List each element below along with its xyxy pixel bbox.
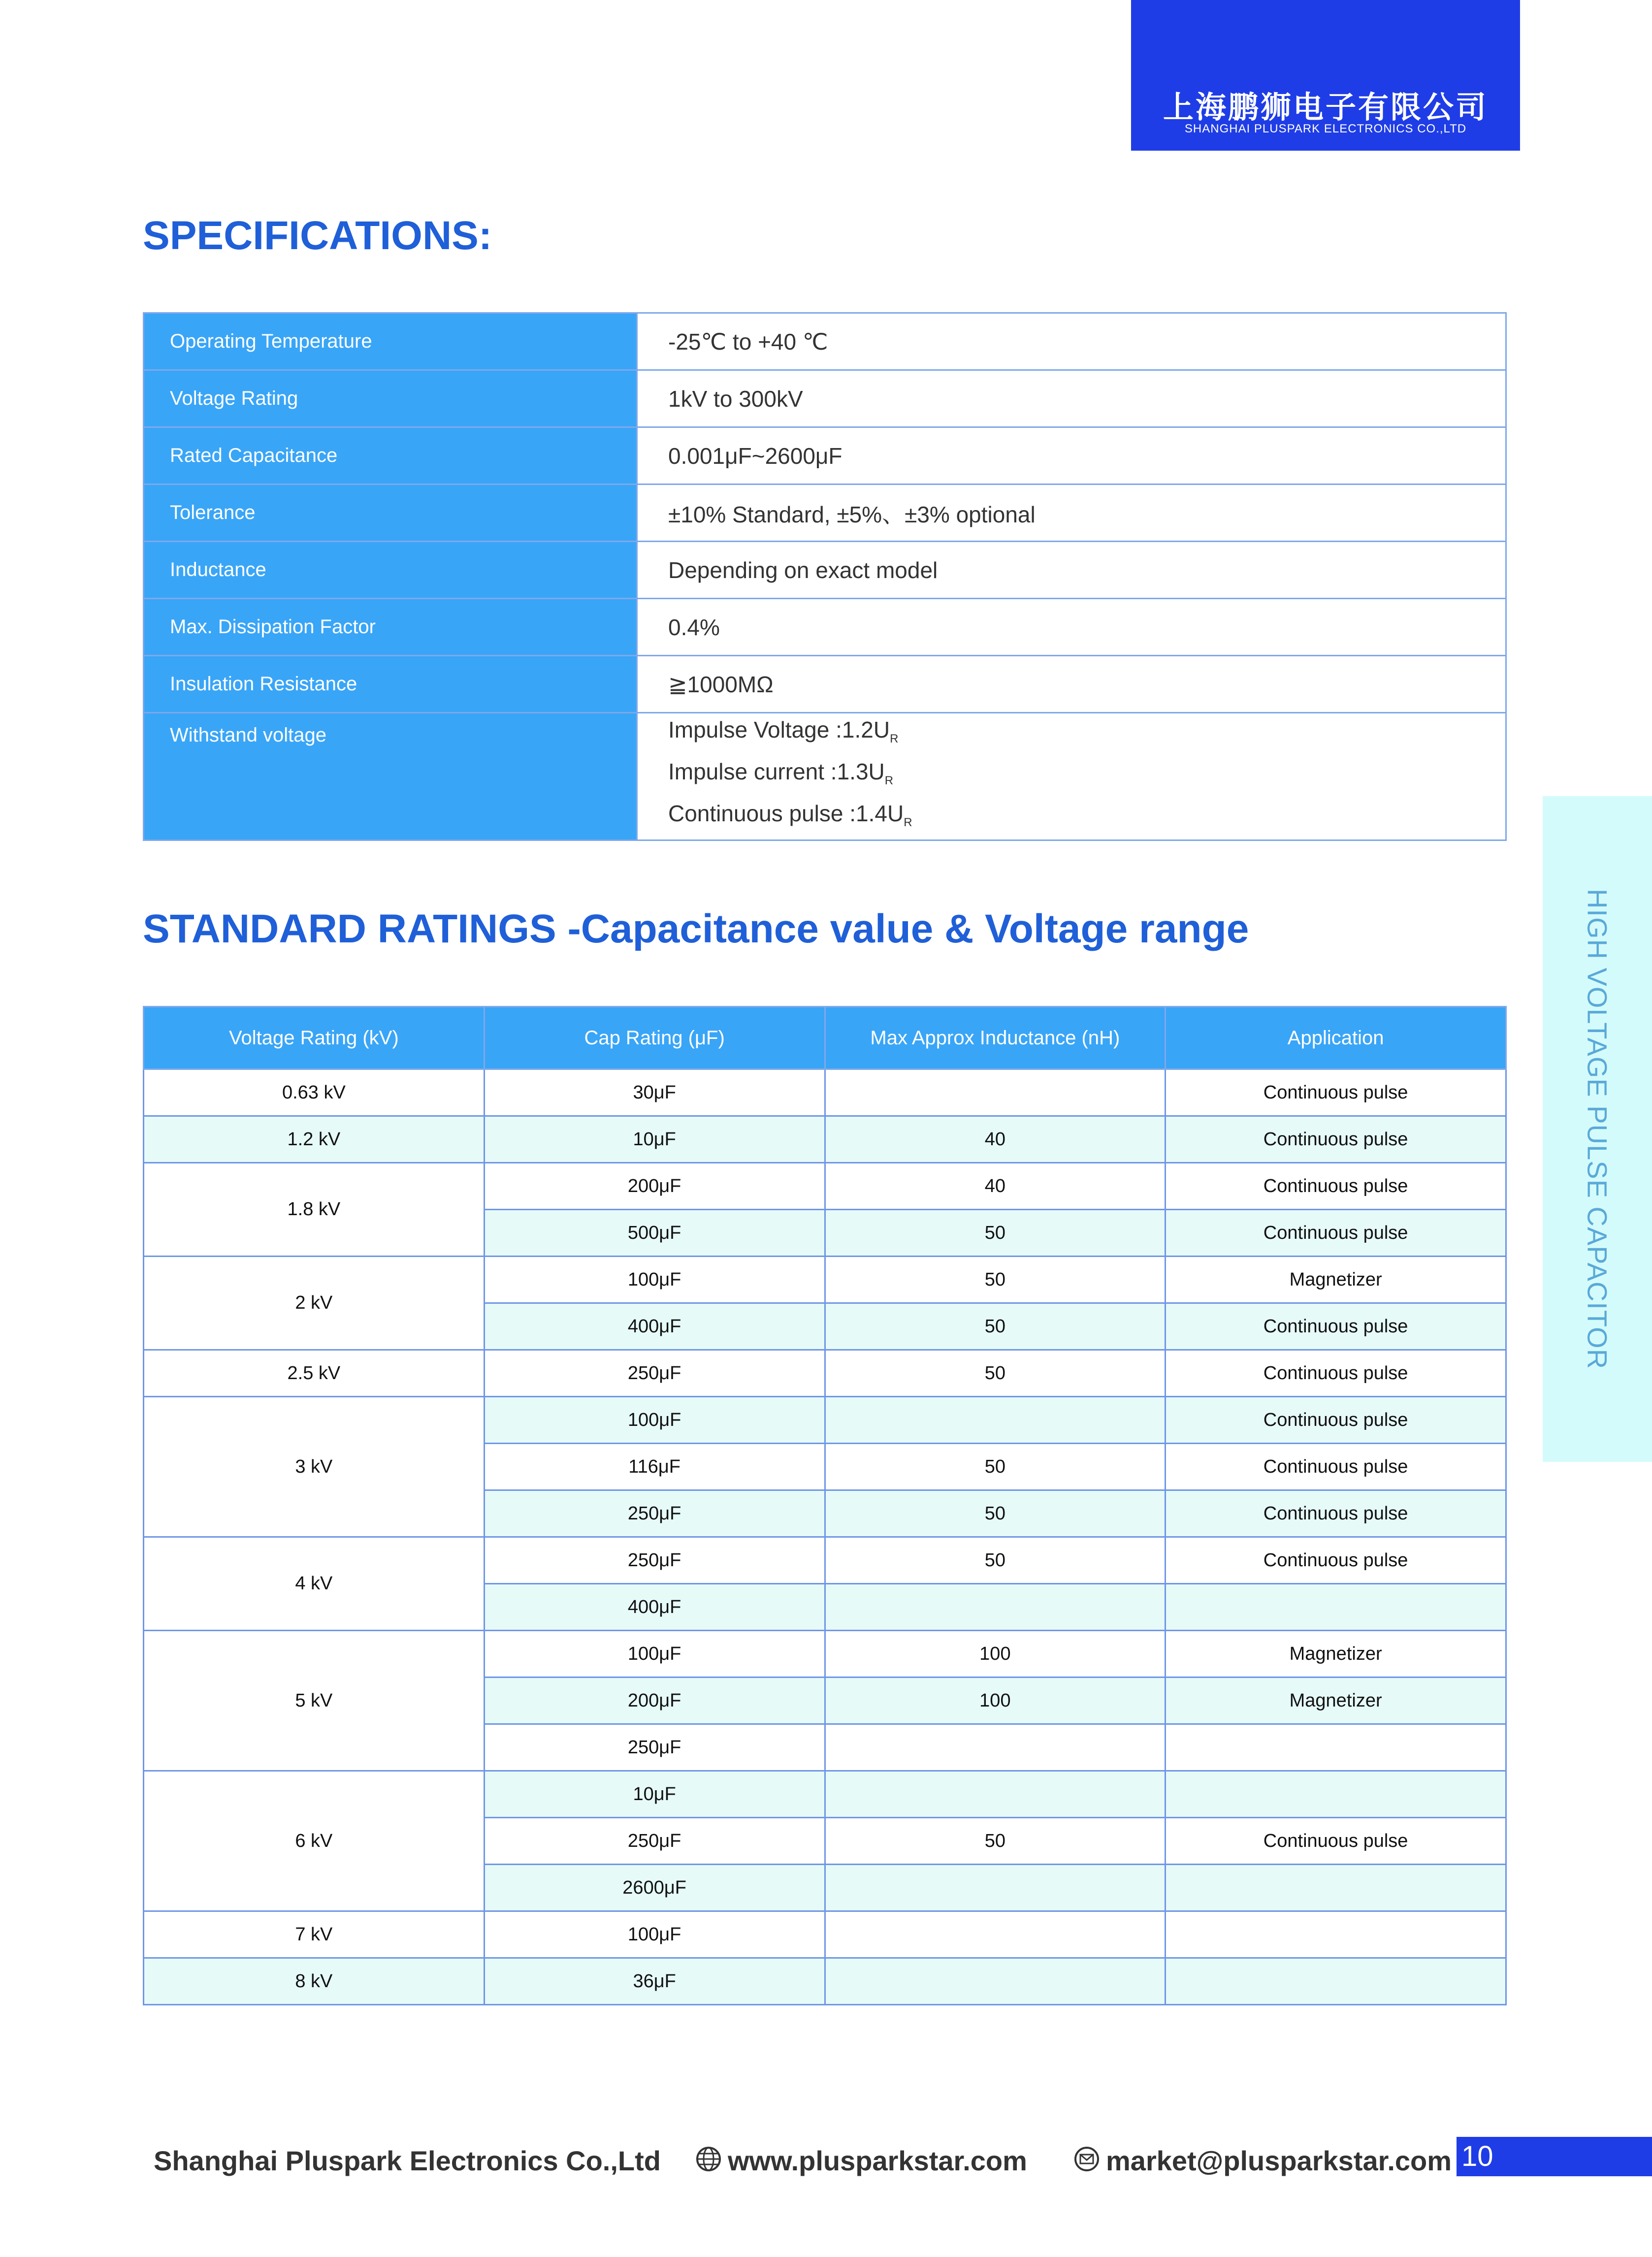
voltage-cell: 3 kV: [144, 1397, 485, 1537]
inductance-cell: [825, 1724, 1166, 1771]
application-cell: Continuous pulse: [1166, 1490, 1506, 1537]
cap-cell: 200μF: [484, 1677, 825, 1724]
spec-value: 1kV to 300kV: [637, 370, 1506, 427]
table-row: [144, 1631, 1506, 1677]
voltage-cell: 7 kV: [144, 1911, 485, 1958]
application-cell: Continuous pulse: [1166, 1303, 1506, 1350]
cap-cell: 10μF: [484, 1116, 825, 1163]
specifications-heading: SPECIFICATIONS:: [143, 213, 492, 258]
spec-label: Voltage Rating: [144, 370, 637, 427]
voltage-cell: 4 kV: [144, 1537, 485, 1631]
spec-row: [144, 313, 1506, 370]
application-cell: Magnetizer: [1166, 1631, 1506, 1677]
spec-value: [637, 713, 1506, 840]
cap-cell: 2600μF: [484, 1865, 825, 1911]
cap-cell: 10μF: [484, 1771, 825, 1818]
spec-row: [144, 542, 1506, 599]
cap-cell: 116μF: [484, 1444, 825, 1490]
voltage-cell: 8 kV: [144, 1958, 485, 2005]
table-row: [144, 1911, 1506, 1958]
spec-label: Rated Capacitance: [144, 427, 637, 484]
spec-value-line: Impulse Voltage $:1.2U_R$: [668, 717, 899, 746]
cap-cell: 250μF: [484, 1818, 825, 1865]
company-logo-box: [1131, 0, 1520, 151]
table-row: [144, 1958, 1506, 2005]
spec-value-line: Continuous pulse $:1.4U_R$: [668, 801, 912, 830]
inductance-cell: 40: [825, 1116, 1166, 1163]
globe-icon: [695, 2141, 722, 2185]
spec-value: 0.001μF~2600μF: [637, 427, 1506, 484]
footer-company: Shanghai Pluspark Electronics Co.,Ltd: [154, 2145, 661, 2176]
cap-cell: 100μF: [484, 1257, 825, 1303]
spec-label: Max. Dissipation Factor: [144, 599, 637, 656]
spec-label: Withstand voltage: [144, 713, 637, 840]
spec-value: ±10% Standard, ±5%、±3% optional: [637, 484, 1506, 542]
footer-website[interactable]: [695, 2139, 1027, 2183]
cap-cell: 100μF: [484, 1631, 825, 1677]
application-cell: [1166, 1865, 1506, 1911]
cap-cell: 100μF: [484, 1911, 825, 1958]
ratings-heading: STANDARD RATINGS -Capacitance value & Voltage range: [143, 906, 1249, 951]
table-row: [144, 1537, 1506, 1584]
voltage-cell: 5 kV: [144, 1631, 485, 1771]
spec-value: Depending on exact model: [637, 542, 1506, 599]
inductance-cell: [825, 1771, 1166, 1818]
application-cell: [1166, 1911, 1506, 1958]
inductance-cell: [825, 1069, 1166, 1116]
spec-value-line: Impulse current $:1.3U_R$: [668, 759, 894, 788]
voltage-cell: 6 kV: [144, 1771, 485, 1911]
table-row: [144, 1116, 1506, 1163]
inductance-cell: 50: [825, 1210, 1166, 1257]
application-cell: Continuous pulse: [1166, 1818, 1506, 1865]
voltage-cell: 2 kV: [144, 1257, 485, 1350]
voltage-cell: 0.63 kV: [144, 1069, 485, 1116]
table-row: [144, 1257, 1506, 1303]
page-number: 10: [1457, 2137, 1652, 2176]
table-row: [144, 1771, 1506, 1818]
company-name-cn: 上海鹏狮电子有限公司: [1163, 91, 1488, 125]
voltage-cell: 2.5 kV: [144, 1350, 485, 1397]
voltage-cell: 1.8 kV: [144, 1163, 485, 1257]
inductance-cell: 50: [825, 1350, 1166, 1397]
table-row: [144, 1397, 1506, 1444]
cap-cell: 250μF: [484, 1490, 825, 1537]
column-header: Voltage Rating (kV): [144, 1007, 485, 1069]
application-cell: Magnetizer: [1166, 1257, 1506, 1303]
application-cell: [1166, 1584, 1506, 1631]
mail-icon: [1073, 2141, 1100, 2185]
inductance-cell: 50: [825, 1490, 1166, 1537]
cap-cell: 200μF: [484, 1163, 825, 1210]
voltage-cell: 1.2 kV: [144, 1116, 485, 1163]
inductance-cell: 50: [825, 1303, 1166, 1350]
cap-cell: 36μF: [484, 1958, 825, 2005]
inductance-cell: 50: [825, 1537, 1166, 1584]
ratings-table: [143, 1006, 1507, 2005]
side-category-band: [1543, 796, 1652, 1462]
application-cell: Continuous pulse: [1166, 1069, 1506, 1116]
cap-cell: 100μF: [484, 1397, 825, 1444]
spec-label: Insulation Resistance: [144, 656, 637, 713]
application-cell: Continuous pulse: [1166, 1444, 1506, 1490]
website-text: www.plusparkstar.com: [728, 2145, 1027, 2176]
cap-cell: 250μF: [484, 1724, 825, 1771]
email-text: market@plusparkstar.com: [1106, 2145, 1452, 2176]
cap-cell: 500μF: [484, 1210, 825, 1257]
company-name-en: SHANGHAI PLUSPARK ELECTRONICS CO.,LTD: [1184, 122, 1467, 135]
spec-row: [144, 656, 1506, 713]
table-row: [144, 1069, 1506, 1116]
cap-cell: 30μF: [484, 1069, 825, 1116]
spec-row: [144, 370, 1506, 427]
spec-row: [144, 484, 1506, 542]
spec-value: -25℃ to +40 ℃: [637, 313, 1506, 370]
inductance-cell: 50: [825, 1818, 1166, 1865]
inductance-cell: 100: [825, 1677, 1166, 1724]
column-header: Application: [1166, 1007, 1506, 1069]
inductance-cell: 50: [825, 1444, 1166, 1490]
cap-cell: 400μF: [484, 1303, 825, 1350]
application-cell: [1166, 1724, 1506, 1771]
application-cell: [1166, 1771, 1506, 1818]
specifications-table: [143, 312, 1507, 841]
application-cell: [1166, 1958, 1506, 2005]
application-cell: Continuous pulse: [1166, 1350, 1506, 1397]
inductance-cell: [825, 1958, 1166, 2005]
spec-value: 0.4%: [637, 599, 1506, 656]
table-row: [144, 1163, 1506, 1210]
spec-label: Operating Temperature: [144, 313, 637, 370]
spec-label: Tolerance: [144, 484, 637, 542]
column-header: Cap Rating (μF): [484, 1007, 825, 1069]
application-cell: Continuous pulse: [1166, 1163, 1506, 1210]
side-category-label: HIGH VOLTAGE PULSE CAPACITOR: [1582, 888, 1613, 1370]
spec-label: Inductance: [144, 542, 637, 599]
inductance-cell: 100: [825, 1631, 1166, 1677]
inductance-cell: [825, 1865, 1166, 1911]
column-header: Max Approx Inductance (nH): [825, 1007, 1166, 1069]
application-cell: Continuous pulse: [1166, 1397, 1506, 1444]
footer-email[interactable]: [1073, 2139, 1452, 2183]
cap-cell: 400μF: [484, 1584, 825, 1631]
inductance-cell: [825, 1584, 1166, 1631]
spec-row: [144, 599, 1506, 656]
inductance-cell: 50: [825, 1257, 1166, 1303]
spec-value: ≧1000MΩ: [637, 656, 1506, 713]
application-cell: Magnetizer: [1166, 1677, 1506, 1724]
spec-row: [144, 713, 1506, 840]
application-cell: Continuous pulse: [1166, 1537, 1506, 1584]
application-cell: Continuous pulse: [1166, 1116, 1506, 1163]
cap-cell: 250μF: [484, 1537, 825, 1584]
inductance-cell: 40: [825, 1163, 1166, 1210]
inductance-cell: [825, 1397, 1166, 1444]
inductance-cell: [825, 1911, 1166, 1958]
table-row: [144, 1350, 1506, 1397]
spec-row: [144, 427, 1506, 484]
cap-cell: 250μF: [484, 1350, 825, 1397]
application-cell: Continuous pulse: [1166, 1210, 1506, 1257]
